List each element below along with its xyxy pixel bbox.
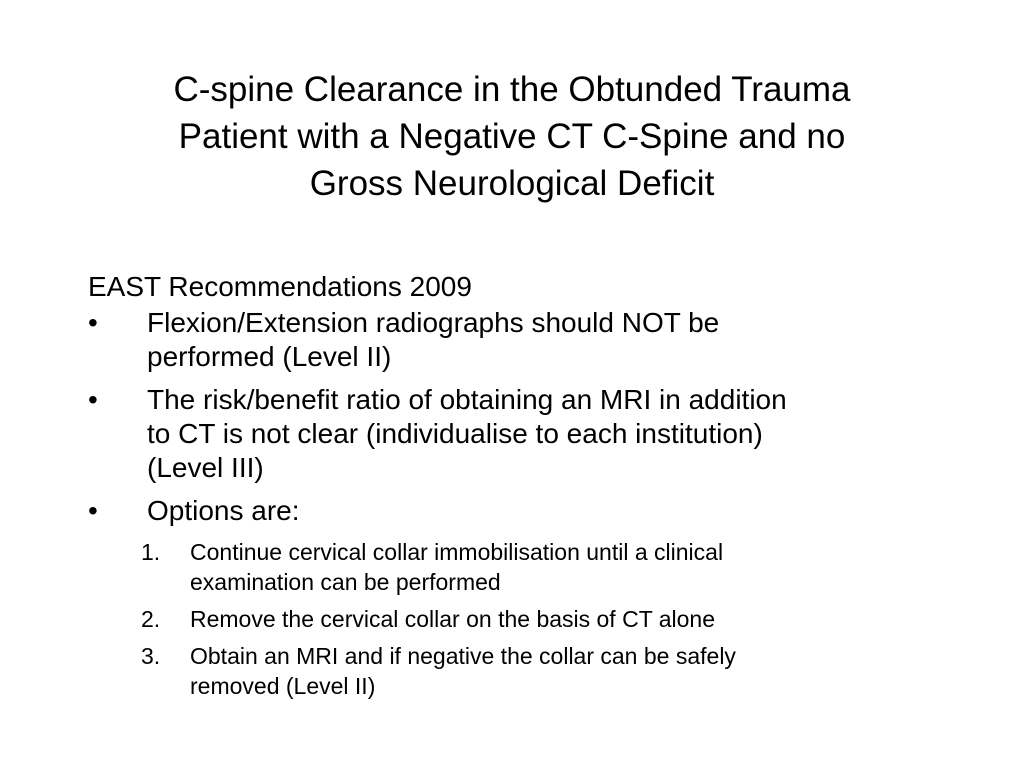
section-heading: EAST Recommendations 2009 <box>88 271 472 302</box>
bullet-item-flexion-extension <box>88 306 948 374</box>
bullet-marker: • <box>88 307 98 338</box>
option-item-continue-collar <box>141 537 948 597</box>
title-line: Gross Neurological Deficit <box>309 164 715 203</box>
bullet-item-risk-benefit <box>88 383 948 485</box>
bullet-line: Options are: <box>147 495 300 526</box>
bullet-line: to CT is not clear (individualise to each institution) <box>147 418 763 449</box>
title-line: C-spine Clearance in the Obtunded Trauma <box>173 70 851 109</box>
option-line: Remove the cervical collar on the basis of CT alone <box>190 606 716 632</box>
option-number: 2. <box>141 606 161 632</box>
bullet-marker: • <box>88 384 98 415</box>
bullet-line: performed (Level II) <box>147 341 392 372</box>
bullet-line: (Level III) <box>147 452 264 483</box>
title-line: Patient with a Negative CT C-Spine and no <box>178 117 846 156</box>
option-line: Obtain an MRI and if negative the collar can be safely <box>190 643 736 669</box>
bullet-line: Flexion/Extension radiographs should NOT be <box>147 307 720 338</box>
bullet-item-options <box>88 494 948 528</box>
slide-title <box>100 66 924 207</box>
option-number: 3. <box>141 643 161 669</box>
option-item-remove-collar <box>141 604 948 634</box>
option-line: removed (Level II) <box>190 673 376 699</box>
option-item-obtain-mri <box>141 641 948 701</box>
bullet-line: The risk/benefit ratio of obtaining an MRI in addition <box>147 384 787 415</box>
option-line: examination can be performed <box>190 569 501 595</box>
slide-body <box>88 268 948 708</box>
option-line: Continue cervical collar immobilisation until a clinical <box>190 539 724 565</box>
bullet-marker: • <box>88 495 98 526</box>
option-number: 1. <box>141 539 161 565</box>
